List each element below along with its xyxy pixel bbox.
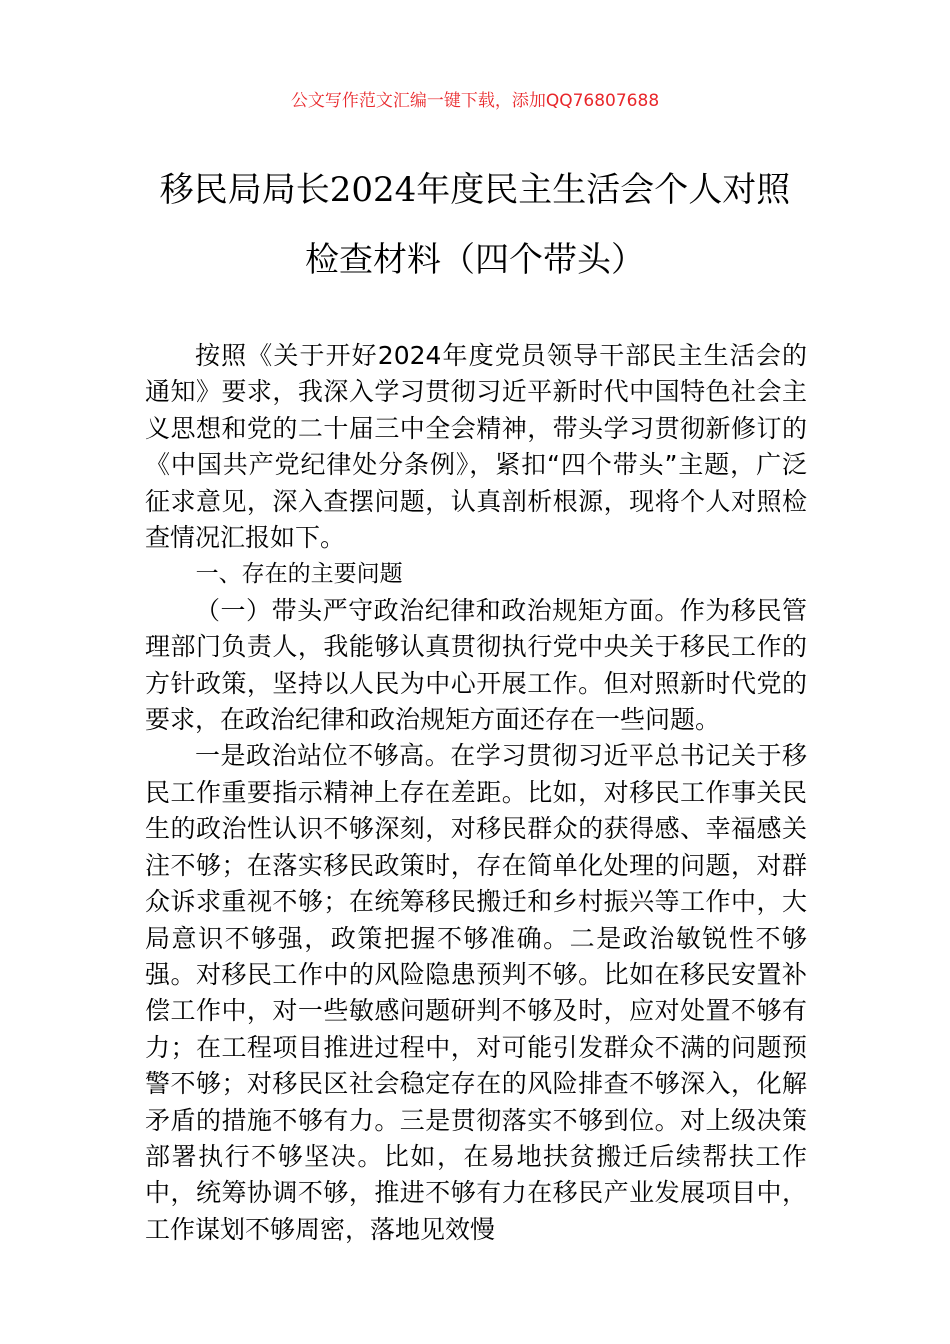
problems-paragraph: 一是政治站位不够高。在学习贯彻习近平总书记关于移民工作重要指示精神上存在差距。比如，对移民工作事关民生的政治性认识不够深刻，对移民群众的获得感、幸福感关注不够；在落实移民政策时，存在简单化处理的问题，对群众诉求重视不够；在统筹移民搬迁和乡村振兴等工作中，大局意识不够强，政策把握不够准确。二是政治敏锐性不够强。对移民工作中的风险隐患预判不够。比如在移民安置补偿工作中，对一些敏感问题研判不够及时，应对处置不够有力；在工程项目推进过程中，对可能引发群众不满的问题预警不够；对移民区社会稳定存在的风险排查不够深入，化解矛盾的措施不够有力。三是贯彻落实不够到位。对上级决策部署执行不够坚决。比如，在易地扶贫搬迁后续帮扶工作中，统筹协调不够，推进不够有力在移民产业发展项目中，工作谋划不够周密，落地见效慢 [145, 741, 807, 1244]
document-body [145, 338, 807, 1248]
intro-paragraph: 按照《关于开好2024年度党员领导干部民主生活会的通知》要求，我深入学习贯彻习近平新时代中国特色社会主义思想和党的二十届三中全会精神，带头学习贯彻新修订的《中国共产党纪律处分条例》，紧扣“四个带头”主题，广泛征求意见，深入查摆问题，认真剖析根源，现将个人对照检查情况汇报如下。 [145, 341, 807, 553]
subsection-paragraph: （一）带头严守政治纪律和政治规矩方面。作为移民管理部门负责人，我能够认真贯彻执行党中央关于移民工作的方针政策，坚持以人民为中心开展工作。但对照新时代党的要求，在政治纪律和政治规矩方面还存在一些问题。 [145, 595, 807, 735]
document-title [120, 155, 830, 295]
download-notice: 公文写作范文汇编一键下载，添加QQ76807688 [290, 91, 660, 111]
title-line-1: 移民局局长2024年度民主生活会个人对照 [159, 170, 791, 210]
title-line-2: 检查材料（四个带头） [305, 240, 645, 280]
section-heading: 一、存在的主要问题 [195, 561, 403, 588]
